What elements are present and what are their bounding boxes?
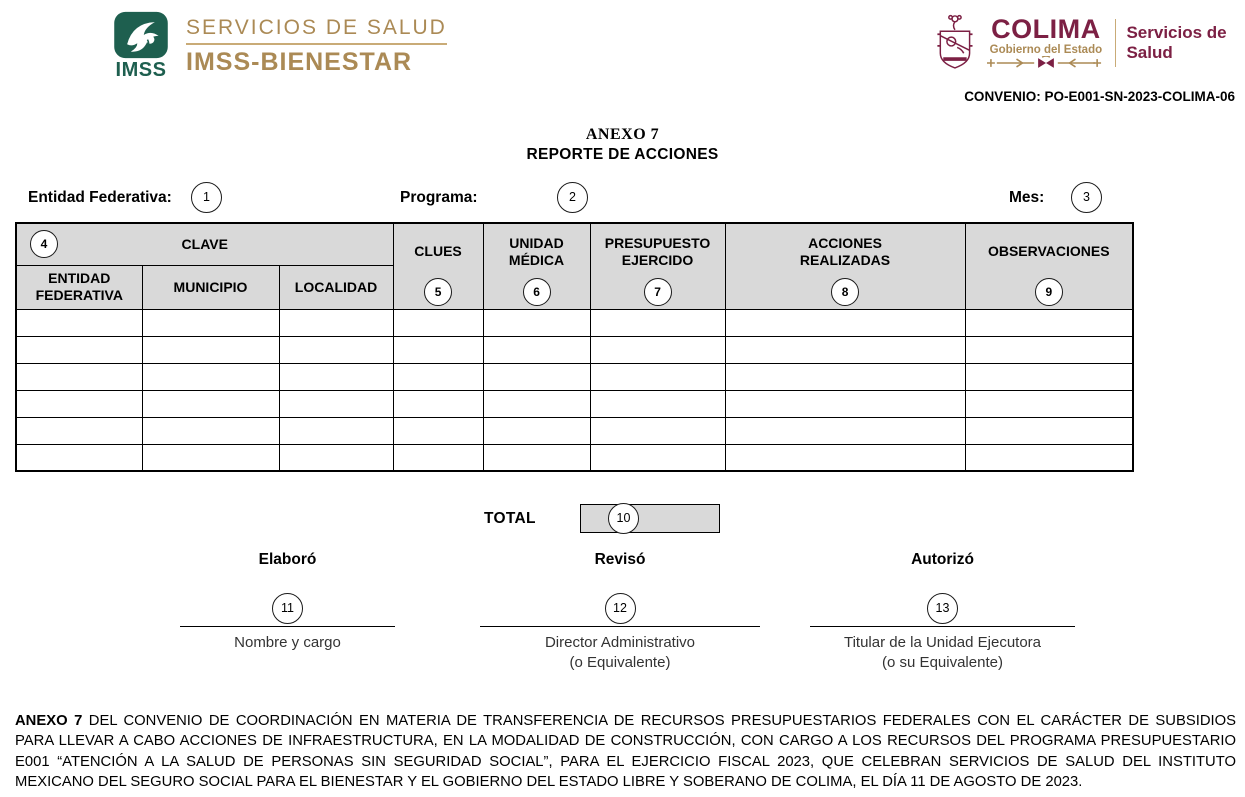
empty-cell <box>725 390 965 417</box>
table-row <box>16 444 1133 471</box>
signature-block-elaboro <box>180 551 395 653</box>
signature-block-reviso <box>480 551 760 674</box>
empty-cell <box>16 363 142 390</box>
observaciones-header-label: OBSERVACIONES <box>987 243 1110 260</box>
empty-cell <box>590 444 725 471</box>
ref-circle-2: 2 <box>557 182 588 213</box>
empty-cell <box>393 363 483 390</box>
ref-circle-1: 1 <box>191 182 222 213</box>
autorizo-title: Autorizó <box>911 551 974 568</box>
empty-cell <box>16 309 142 336</box>
entidad-federativa-column-header: ENTIDAD FEDERATIVA <box>16 265 142 309</box>
empty-cell <box>279 444 393 471</box>
ref-circle-6: 6 <box>523 278 551 306</box>
empty-cell <box>483 417 590 444</box>
empty-cell <box>279 417 393 444</box>
empty-cell <box>142 444 279 471</box>
servicios-de-salud-text: SERVICIOS DE SALUD <box>186 16 447 39</box>
empty-cell <box>142 309 279 336</box>
empty-cell <box>590 309 725 336</box>
empty-cell <box>590 417 725 444</box>
empty-cell <box>725 336 965 363</box>
ref-circle-7: 7 <box>644 278 672 306</box>
colima-text-block <box>987 16 1105 70</box>
ref-circle-8: 8 <box>831 278 859 306</box>
empty-cell <box>483 390 590 417</box>
colima-wordmark: COLIMA <box>991 14 1101 44</box>
footer-note <box>15 711 1236 792</box>
imss-eagle-icon <box>113 11 169 59</box>
clave-header-label: CLAVE <box>181 235 228 252</box>
ref-circle-5: 5 <box>424 278 452 306</box>
empty-cell <box>965 417 1133 444</box>
ref-circle-12: 12 <box>605 593 636 624</box>
servicios-de-salud-colima-text: Servicios de Salud <box>1126 23 1227 62</box>
reviso-caption-2: (o Equivalente) <box>569 654 671 672</box>
ref-circle-11: 11 <box>272 593 303 624</box>
table-row <box>16 390 1133 417</box>
table-row <box>16 417 1133 444</box>
reviso-title: Revisó <box>594 551 646 568</box>
table-row <box>16 336 1133 363</box>
document-title-anexo: ANEXO 7 <box>585 126 660 143</box>
empty-cell <box>16 417 142 444</box>
empty-cell <box>142 390 279 417</box>
empty-cell <box>725 444 965 471</box>
vertical-divider <box>1115 19 1117 67</box>
autorizo-caption-1: Titular de la Unidad Ejecutora <box>843 634 1042 651</box>
empty-cell <box>16 444 142 471</box>
empty-cell <box>483 363 590 390</box>
signature-line <box>180 626 395 627</box>
report-table-body <box>16 309 1133 471</box>
empty-cell <box>142 363 279 390</box>
table-row <box>16 363 1133 390</box>
clave-header-cell <box>16 223 393 265</box>
mes-label: Mes: <box>1009 189 1045 206</box>
empty-cell <box>965 444 1133 471</box>
convenio-number: CONVENIO: PO-E001-SN-2023-COLIMA-06 <box>964 89 1235 104</box>
imss-mark <box>112 11 170 82</box>
empty-cell <box>393 336 483 363</box>
presupuesto-header-cell <box>590 223 725 309</box>
imss-bienestar-logo <box>112 11 447 82</box>
empty-cell <box>590 336 725 363</box>
empty-cell <box>483 444 590 471</box>
unidad-medica-header-label: UNIDAD MÉDICA <box>508 235 565 268</box>
empty-cell <box>279 363 393 390</box>
elaboro-caption: Nombre y cargo <box>234 634 341 651</box>
empty-cell <box>393 390 483 417</box>
clues-header-cell <box>393 223 483 309</box>
empty-cell <box>142 417 279 444</box>
signature-line <box>480 626 760 627</box>
footer-note-text: DEL CONVENIO DE COORDINACIÓN EN MATERIA DE TRANSFERENCIA DE RECURSOS PRESUPUESTARIOS FEDERALES CON EL CARÁCTER DE SUBSIDIOS PARA LLEVAR A CABO ACCIONES DE INFRAESTRUCTURA, EN LA MODALIDAD DE CONSTRUCCIÓN, CON CARGO A LOS RECURSOS DEL PROGRAMA PRESUPUESTARIO E001 “ATENCIÓN A LA SALUD DE PERSONAS SIN SEGURIDAD SOCIAL”, PARA EL EJERCICIO FISCAL 2023, QUE CELEBRAN SERVICIOS DE SALUD DEL INSTITUTO MEXICANO DEL SEGURO SOCIAL PARA EL BIENESTAR Y EL GOBIERNO DEL ESTADO LIBRE Y SOBERANO DE COLIMA, EL DÍA 11 DE AGOSTO DE 2023. <box>15 713 1236 790</box>
localidad-column-header: LOCALIDAD <box>279 265 393 309</box>
empty-cell <box>279 390 393 417</box>
document-title-reporte: REPORTE DE ACCIONES <box>526 146 719 163</box>
municipio-column-header: MUNICIPIO <box>142 265 279 309</box>
ref-circle-3: 3 <box>1071 182 1102 213</box>
imss-bienestar-text <box>186 16 447 77</box>
imss-bienestar-wordmark: IMSS-BIENESTAR <box>186 48 413 76</box>
empty-cell <box>725 309 965 336</box>
empty-cell <box>965 363 1133 390</box>
report-table <box>15 222 1134 472</box>
clues-header-label: CLUES <box>414 243 462 260</box>
empty-cell <box>483 309 590 336</box>
signature-block-autorizo <box>810 551 1075 674</box>
empty-cell <box>279 309 393 336</box>
programa-label: Programa: <box>400 189 478 206</box>
acciones-header-cell <box>725 223 965 309</box>
empty-cell <box>483 336 590 363</box>
total-label: TOTAL <box>484 510 536 527</box>
gold-divider <box>186 43 447 45</box>
presupuesto-header-label: PRESUPUESTO EJERCIDO <box>604 235 711 268</box>
gobierno-del-estado-text: Gobierno del Estado <box>989 44 1103 56</box>
entidad-federativa-label: Entidad Federativa: <box>28 189 172 206</box>
ref-circle-9: 9 <box>1035 278 1063 306</box>
empty-cell <box>16 336 142 363</box>
colima-ornament-icon <box>987 56 1105 70</box>
table-row <box>16 309 1133 336</box>
elaboro-title: Elaboró <box>258 551 317 568</box>
empty-cell <box>590 390 725 417</box>
empty-cell <box>142 336 279 363</box>
reviso-caption-1: Director Administrativo <box>544 634 696 651</box>
autorizo-caption-2: (o su Equivalente) <box>882 654 1003 672</box>
total-box <box>580 504 720 533</box>
empty-cell <box>725 417 965 444</box>
empty-cell <box>16 390 142 417</box>
empty-cell <box>393 444 483 471</box>
empty-cell <box>393 417 483 444</box>
empty-cell <box>965 390 1133 417</box>
empty-cell <box>279 336 393 363</box>
signature-line <box>810 626 1075 627</box>
empty-cell <box>965 336 1133 363</box>
observaciones-header-cell <box>965 223 1133 309</box>
empty-cell <box>965 309 1133 336</box>
colima-crest-icon <box>933 5 977 81</box>
imss-wordmark: IMSS <box>115 59 167 81</box>
unidad-medica-header-cell <box>483 223 590 309</box>
acciones-header-label: ACCIONES REALIZADAS <box>799 235 891 268</box>
ref-circle-10: 10 <box>608 503 639 534</box>
empty-cell <box>393 309 483 336</box>
colima-logo <box>933 5 1245 81</box>
empty-cell <box>725 363 965 390</box>
empty-cell <box>590 363 725 390</box>
ref-circle-4: 4 <box>30 230 58 258</box>
ref-circle-13: 13 <box>927 593 958 624</box>
footer-note-bold: ANEXO 7 <box>15 713 83 729</box>
